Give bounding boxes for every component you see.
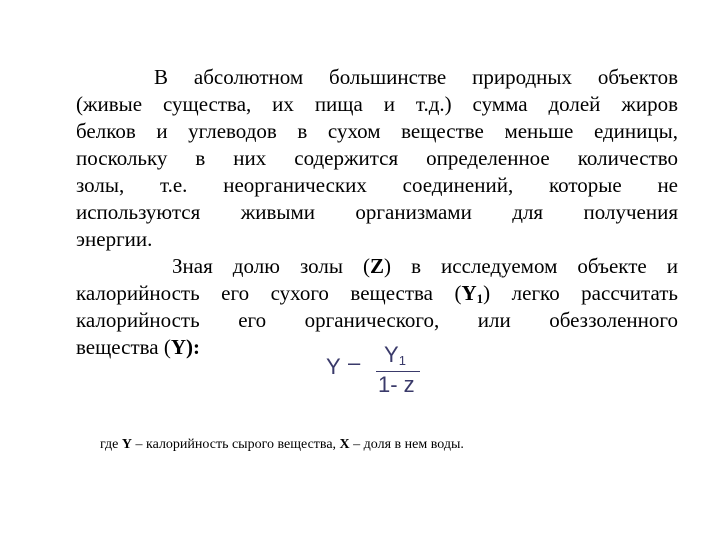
variable-z: Z [370,254,385,278]
paragraph-1 [76,64,678,253]
variable-y: Y [170,335,186,359]
variable-x: X [339,437,350,452]
formula-denominator: 1- z [378,372,415,397]
text-fragment: калорийность его сухого вещества ( [76,281,462,305]
text-fragment: – калорийность сырого вещества, [132,437,340,452]
text-line: (живые существа, их пища и т.д.) сумма долей жиров [76,92,678,116]
numerator-letter: Y [384,342,399,367]
formula-numerator [384,342,406,368]
variable-y: Y [121,437,133,452]
text-line [76,280,678,307]
text-fragment: ) легко рассчитать [483,281,678,305]
formula-lhs: Y [326,354,341,379]
variable-y1 [461,281,483,305]
text-fragment: ): [186,335,200,359]
text-line: используются живыми организмами для получения [76,200,678,224]
text-line: энергии. [76,227,153,251]
formula-operator: – [348,350,361,375]
text-fragment: ) в исследуемом объекте и [384,254,678,278]
variable-letter: Y [461,281,477,305]
text-fragment: Зная долю золы ( [172,254,370,278]
numerator-subscript: 1 [398,353,406,368]
text-fragment: вещества ( [76,335,171,359]
footnote [100,436,464,454]
text-fragment: где [100,437,122,452]
formula [326,340,436,410]
text-line: калорийность его органического, или обеззоленного [76,308,678,332]
text-line: золы, т.е. неорганических соединений, которые не [76,173,678,197]
text-line: В абсолютном большинстве природных объектов [154,65,678,89]
text-line [76,253,678,280]
text-line: белков и углеводов в сухом веществе меньше единицы, [76,119,678,143]
subscript: 1 [476,291,484,306]
text-fragment: – доля в нем воды. [349,437,464,452]
text-line: поскольку в них содержится определенное количество [76,146,678,170]
